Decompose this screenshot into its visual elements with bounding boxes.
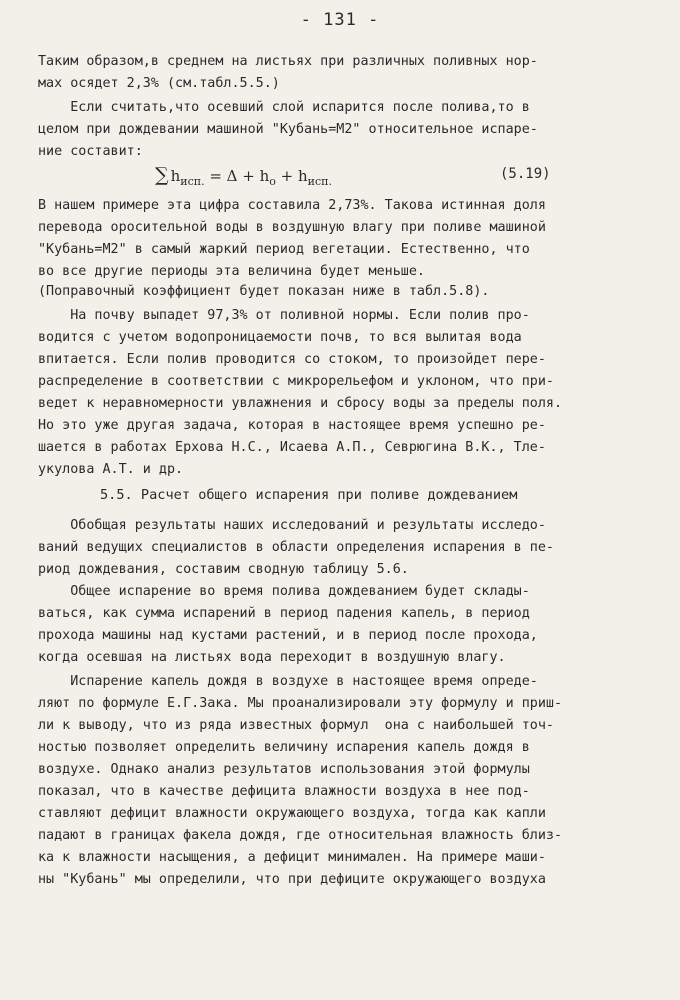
text-line: ли к выводу, что из ряда известных формул она с наибольшей точ- — [38, 718, 554, 733]
formula-subscript: исп. — [307, 175, 332, 188]
text-line: Испарение капель дождя в воздухе в настоящее время опреде- — [38, 674, 538, 689]
formula-subscript: о — [269, 175, 276, 188]
text-line: ваний ведущих специалистов в области определения испарения в пе- — [38, 540, 554, 555]
formula — [155, 164, 332, 188]
text-line: перевода оросительной воды в воздушную влагу при поливе машиной — [38, 220, 546, 235]
text-line: ние составит: — [38, 144, 143, 159]
formula-term: + h — [275, 167, 308, 185]
text-line: когда осевшая на листьях вода переходит в воздушную влагу. — [38, 650, 506, 665]
text-line: ведет к неравномерности увлажнения и сбросу воды за пределы поля. — [38, 396, 563, 411]
text-line: "Кубань=М2" в самый жаркий период вегетации. Естественно, что — [38, 242, 530, 257]
formula-term: h — [170, 167, 181, 185]
text-line: Общее испарение во время полива дождеванием будет склады- — [38, 584, 530, 599]
text-line: прохода машины над кустами растений, и в период после прохода, — [38, 628, 538, 643]
text-line: ваться, как сумма испарений в период падения капель, в период — [38, 606, 530, 621]
text-line: водится с учетом водопроницаемости почв, то вся вылитая вода — [38, 330, 522, 345]
text-line: мах осядет 2,3% (см.табл.5.5.) — [38, 76, 280, 91]
text-line: впитается. Если полив проводится со стоком, то произойдет пере- — [38, 352, 546, 367]
text-line: шается в работах Ерхова Н.С., Исаева А.П., Севрюгина В.К., Тле- — [38, 440, 546, 455]
text-line: Обобщая результаты наших исследований и результаты исследо- — [38, 518, 546, 533]
text-line: ставляют дефицит влажности окружающего воздуха, тогда как капли — [38, 806, 546, 821]
page-number: - 131 - — [300, 10, 380, 30]
text-line: Если считать,что осевший слой испарится после полива,то в — [38, 100, 530, 115]
text-line: Но это уже другая задача, которая в настоящее время успешно ре- — [38, 418, 546, 433]
text-line: воздухе. Однако анализ результатов использования этой формулы — [38, 762, 530, 777]
text-line: ностью позволяет определить величину испарения капель дождя в — [38, 740, 530, 755]
text-line: риод дождевания, составим сводную таблицу 5.6. — [38, 562, 409, 577]
sum-symbol: ∑ — [155, 164, 169, 186]
text-line: падают в границах факела дождя, где относительная влажность близ- — [38, 828, 563, 843]
text-line: В нашем примере эта цифра составила 2,73%. Такова истинная доля — [38, 198, 546, 213]
formula-term: = Δ + h — [204, 167, 270, 185]
text-line: На почву выпадет 97,3% от поливной нормы. Если полив про- — [38, 308, 530, 323]
section-heading: 5.5. Расчет общего испарения при поливе дождеванием — [100, 487, 518, 503]
text-line: (Поправочный коэффициент будет показан ниже в табл.5.8). — [38, 284, 490, 299]
formula-subscript: исп. — [180, 175, 205, 188]
text-line: распределение в соответствии с микрорельефом и уклоном, что при- — [38, 374, 554, 389]
text-line: во все другие периоды эта величина будет меньше. — [38, 264, 425, 279]
text-line: укулова А.Т. и др. — [38, 462, 184, 477]
text-line: ны "Кубань" мы определили, что при дефиците окружающего воздуха — [38, 872, 546, 887]
equation-number: (5.19) — [500, 166, 551, 182]
text-line: целом при дождевании машиной "Кубань=М2" относительное испаре- — [38, 122, 538, 137]
text-line: ка к влажности насыщения, а дефицит минимален. На примере маши- — [38, 850, 546, 865]
text-line: Таким образом,в среднем на листьях при различных поливных нор- — [38, 54, 538, 69]
text-line: показал, что в качестве дефицита влажности воздуха в нее под- — [38, 784, 530, 799]
text-line: ляют по формуле Е.Г.Зака. Мы проанализировали эту формулу и приш- — [38, 696, 563, 711]
